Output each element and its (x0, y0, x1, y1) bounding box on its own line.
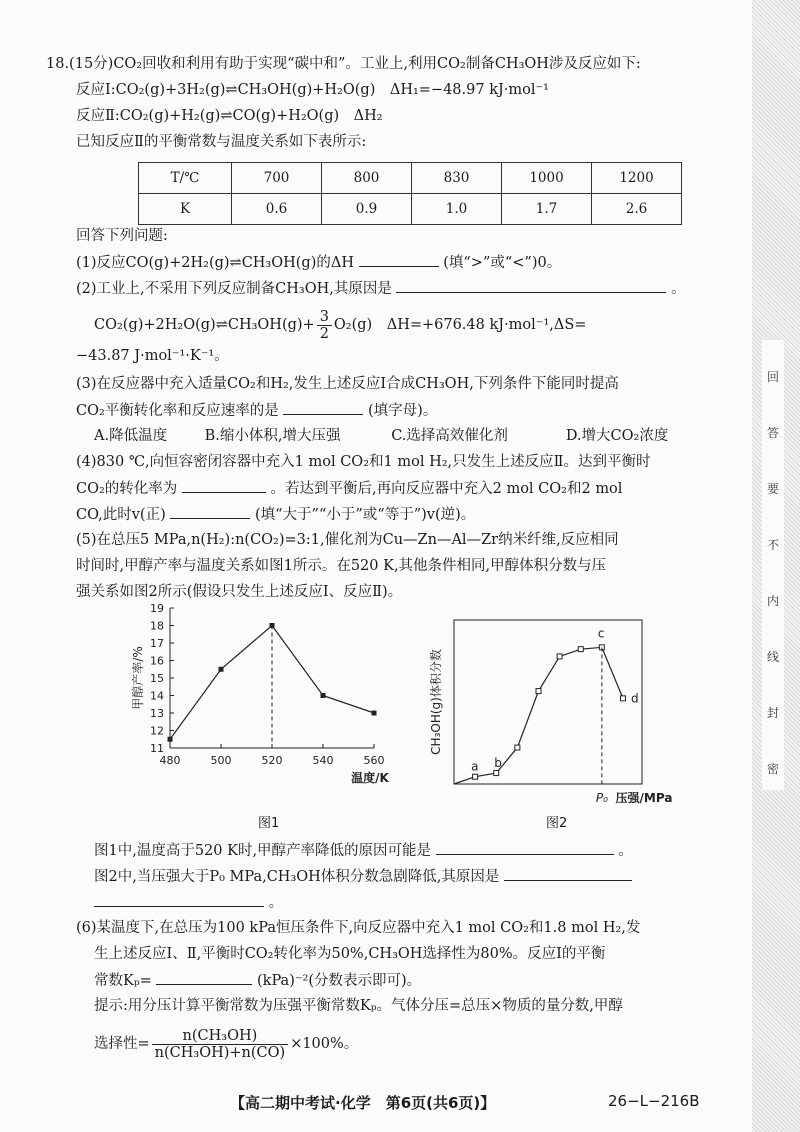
option-b: B.缩小体积,增大压强 (204, 428, 341, 444)
fraction-denominator: 2 (319, 325, 329, 342)
reaction-2: 反应Ⅱ:CO₂(g)+H₂(g)⇌CO(g)+H₂O(g) ΔH₂ (76, 108, 383, 124)
part-3-tail: (填字母)。 (368, 403, 438, 419)
fraction (317, 309, 332, 342)
part-5-q1-text: 图1中,温度高于520 K时,甲醇产率降低的原因可能是 (94, 843, 432, 859)
x-tick-label: 500 (210, 754, 232, 767)
x-tick-label: 520 (261, 754, 283, 767)
figure-1-caption: 图1 (258, 816, 280, 831)
selectivity-fraction (152, 1028, 289, 1061)
part-3-line-1: (3)在反应器中充入适量CO₂和H₂,发生上述反应Ⅰ合成CH₃OH,下列条件下能同时提高 (76, 376, 619, 392)
option-a: A.降低温度 (94, 428, 168, 444)
data-point (620, 696, 625, 701)
y-tick-label: 19 (150, 602, 164, 615)
answer-intro: 回答下列问题: (76, 228, 168, 244)
answer-blank[interactable] (170, 504, 250, 519)
table-cell: 0.9 (322, 194, 412, 225)
series-line (454, 647, 623, 784)
figure-1-chart (120, 598, 390, 810)
answer-blank[interactable] (396, 278, 666, 293)
part-4-text-2: 。若达到平衡后,再向反应器中充入2 mol CO₂和2 mol (270, 481, 623, 497)
y-axis-label: 甲醇产率/% (131, 646, 145, 710)
part-5-line-2: 时间时,甲醇产率与温度关系如图1所示。在520 K,其他条件相同,甲醇体积分数与压 (76, 558, 607, 574)
data-point (372, 711, 377, 716)
data-point (557, 654, 562, 659)
figure-2-caption: 图2 (546, 816, 568, 831)
x-tick-label: 480 (159, 754, 181, 767)
part-6-hint-1: 提示:用分压计算平衡常数为压强平衡常数Kₚ。气体分压=总压×物质的量分数,甲醇 (94, 998, 623, 1014)
y-tick-label: 16 (150, 654, 164, 668)
binding-char: 回 (766, 370, 779, 384)
part-2-equation (94, 308, 586, 342)
data-point (168, 737, 173, 742)
table-intro: 已知反应Ⅱ的平衡常数与温度关系如下表所示: (76, 134, 367, 150)
y-tick-label: 14 (150, 689, 164, 703)
fraction-numerator: 3 (317, 309, 332, 326)
reaction-1: 反应Ⅰ:CO₂(g)+3H₂(g)⇌CH₃OH(g)+H₂O(g) ΔH₁=−48.97 kJ·mol⁻¹ (76, 82, 549, 98)
binding-char: 要 (766, 482, 779, 496)
table-cell: 830 (412, 163, 502, 194)
hint-text: 选择性= (94, 1036, 150, 1052)
binding-char: 线 (766, 650, 779, 664)
binding-char: 封 (766, 706, 779, 720)
paper-code: 26−L−216B (608, 1092, 700, 1110)
figure-2-chart (420, 610, 690, 810)
x-axis-label: 温度/K (351, 771, 389, 785)
answer-blank[interactable] (283, 400, 363, 415)
part-1-tail: (填“>”或“<”)0。 (443, 255, 562, 271)
plot-frame (454, 620, 642, 784)
part-6-line-3 (94, 970, 421, 991)
option-d: D.增大CO₂浓度 (565, 428, 669, 444)
y-tick-label: 15 (150, 672, 164, 685)
page-footer: 【高二期中考试·化学 第6页(共6页)】 (230, 1094, 496, 1112)
table-cell: 1.0 (412, 194, 502, 225)
point-label: a (471, 759, 479, 774)
part-2-end: 。 (671, 281, 686, 297)
data-point (578, 647, 583, 652)
x-axis-label: 压强/MPa (615, 791, 673, 805)
x-tick-label: 560 (363, 754, 385, 767)
data-point (473, 774, 478, 779)
part-4-line-2 (76, 478, 622, 499)
answer-blank[interactable] (182, 478, 266, 493)
part-6-text: 常数Kₚ= (94, 973, 152, 989)
y-tick-label: 12 (150, 724, 164, 738)
part-5-line-1: (5)在总压5 MPa,n(H₂):n(CO₂)=3:1,催化剂为Cu—Zn—Al—Zr纳米纤维,反应相同 (76, 532, 619, 548)
x-marker-label: P₀ (595, 791, 608, 805)
part-6-line-1: (6)某温度下,在总压为100 kPa恒压条件下,向反应器中充入1 mol CO₂和1.8 mol H₂,发 (76, 920, 641, 936)
part-5-q1-end: 。 (618, 843, 633, 859)
part-6-tail: (kPa)⁻²(分数表示即可)。 (257, 973, 422, 989)
part-1 (76, 252, 561, 273)
part-5-q2-text: 图2中,当压强大于P₀ MPa,CH₃OH体积分数急剧降低,其原因是 (94, 869, 500, 885)
part-5-q1 (94, 840, 633, 861)
part-5-q2 (94, 866, 632, 887)
fraction-denominator: n(CH₃OH)+n(CO) (154, 1044, 286, 1061)
part-6-hint-2 (94, 1024, 358, 1064)
part-5-q2-cont (94, 892, 283, 913)
binding-char: 答 (766, 426, 779, 440)
point-label: b (494, 756, 502, 771)
x-tick-label: 540 (312, 754, 334, 767)
part-5-line-3: 强关系如图2所示(假设只发生上述反应Ⅰ、反应Ⅱ)。 (76, 584, 403, 600)
answer-blank[interactable] (436, 840, 614, 855)
y-tick-label: 11 (150, 742, 164, 755)
binding-strip-label-area (762, 340, 784, 790)
table-cell: 0.6 (232, 194, 322, 225)
part-2-text: (2)工业上,不采用下列反应制备CH₃OH,其原因是 (76, 281, 392, 297)
part-4-text-3: CO,此时v(正) (76, 507, 166, 523)
y-tick-label: 13 (150, 707, 164, 720)
answer-blank[interactable] (94, 892, 264, 907)
question-header: 18.(15分)CO₂回收和利用有助于实现“碳中和”。工业上,利用CO₂制备CH₃OH涉及反应如下: (46, 56, 641, 72)
table-cell: 1000 (502, 163, 592, 194)
table-cell: 800 (322, 163, 412, 194)
part-5-q2-end: 。 (268, 895, 284, 911)
part-3-options (94, 426, 668, 446)
binding-char: 不 (766, 538, 779, 552)
table-cell: 1.7 (502, 194, 592, 225)
part-4-tail: (填“大于”“小于”或“等于”)v(逆)。 (254, 507, 476, 523)
y-tick-label: 18 (150, 619, 164, 633)
table-cell: 1200 (592, 163, 682, 194)
data-point (494, 771, 499, 776)
fraction-numerator: n(CH₃OH) (152, 1028, 289, 1045)
point-label: d (630, 691, 639, 706)
hint-tail: ×100%。 (290, 1036, 359, 1052)
equilibrium-table (138, 162, 682, 225)
part-3-line-2 (76, 400, 437, 421)
data-point (321, 693, 326, 698)
part-4-line-1: (4)830 ℃,向恒容密闭容器中充入1 mol CO₂和1 mol H₂,只发生上述反应Ⅱ。达到平衡时 (76, 454, 651, 470)
binding-char: 内 (766, 594, 779, 608)
answer-blank[interactable] (156, 970, 252, 985)
equation-left: CO₂(g)+2H₂O(g)⇌CH₃OH(g)+ (94, 317, 315, 333)
answer-blank[interactable] (359, 252, 439, 267)
option-c: C.选择高效催化剂 (391, 428, 508, 444)
part-6-line-2: 生上述反应Ⅰ、Ⅱ,平衡时CO₂转化率为50%,CH₃OH选择性为80%。反应Ⅰ的平衡 (94, 946, 606, 962)
data-point (219, 667, 224, 672)
part-2 (76, 278, 686, 299)
table-header-temp: T/℃ (139, 163, 232, 194)
binding-char: 密 (766, 762, 779, 776)
data-point (536, 689, 541, 694)
y-axis-label: CH₃OH(g)体积分数 (429, 649, 443, 755)
part-4-line-3 (76, 504, 475, 525)
answer-blank[interactable] (504, 866, 632, 881)
part-1-text: (1)反应CO(g)+2H₂(g)⇌CH₃OH(g)的ΔH (76, 255, 354, 271)
part-4-text: CO₂的转化率为 (76, 481, 178, 497)
data-point (270, 623, 275, 628)
data-point (515, 745, 520, 750)
table-cell: 700 (232, 163, 322, 194)
part-2-equation-cont: −43.87 J·mol⁻¹·K⁻¹。 (76, 348, 229, 364)
part-3-text: CO₂平衡转化率和反应速率的是 (76, 403, 279, 419)
table-header-k: K (139, 194, 232, 225)
point-label: c (597, 626, 605, 641)
equation-right: O₂(g) ΔH=+676.48 kJ·mol⁻¹,ΔS= (333, 317, 587, 333)
table-cell: 2.6 (592, 194, 682, 225)
y-tick-label: 17 (150, 637, 164, 650)
